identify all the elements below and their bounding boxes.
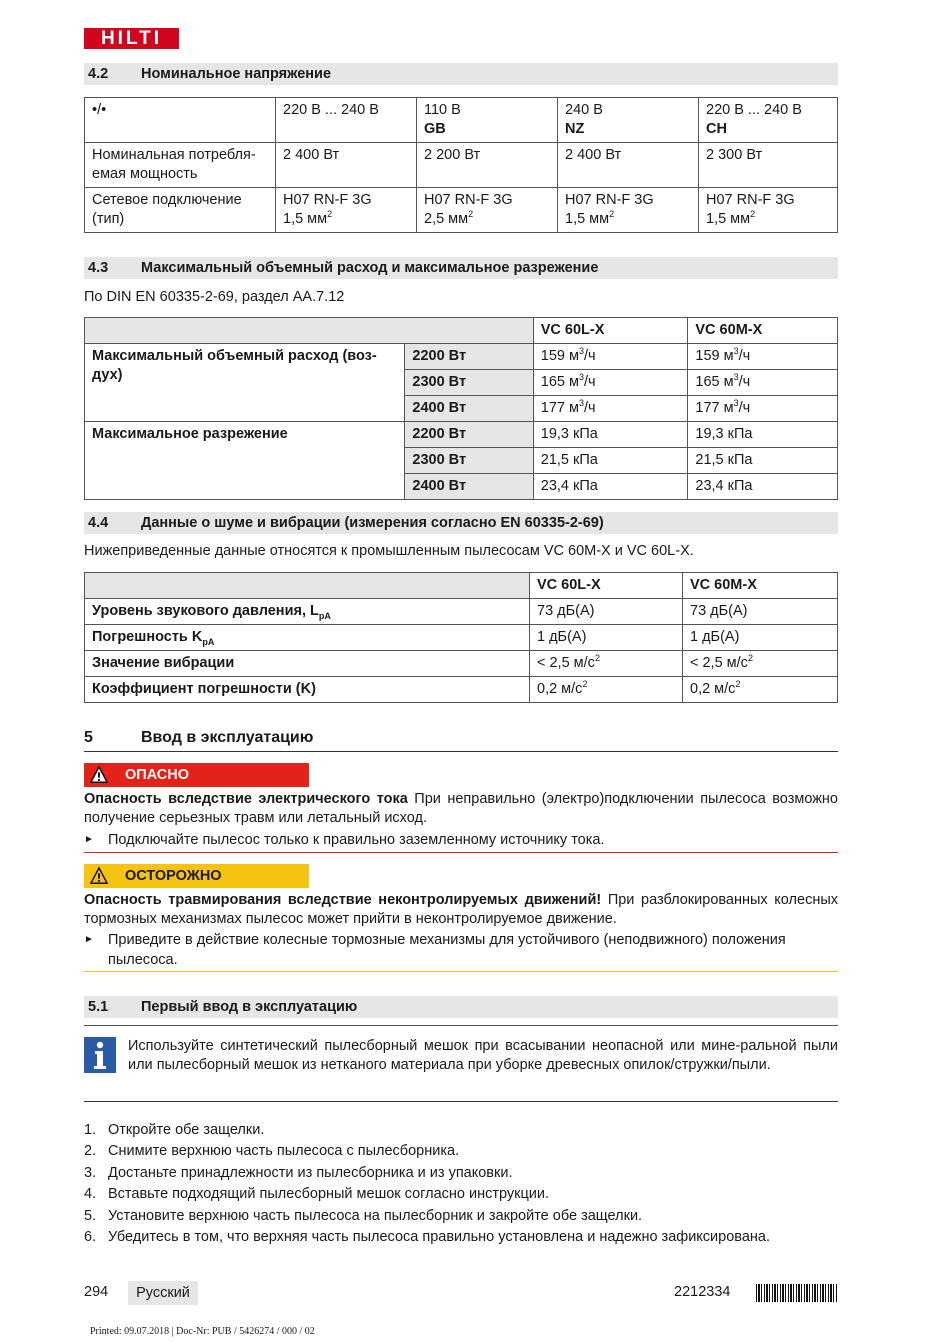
blank-header	[85, 318, 534, 344]
table-row	[85, 143, 838, 188]
cell	[533, 344, 688, 370]
cell	[683, 651, 838, 677]
unit: /ч	[738, 374, 751, 390]
country: CH	[706, 121, 727, 137]
cell: 23,4 кПа	[688, 474, 838, 500]
country: GB	[424, 121, 446, 137]
step-text: Установите верхнюю часть пылесоса на пылесборник и закройте обе защелки.	[108, 1208, 643, 1224]
step-text: Вставьте подходящий пылесборный мешок согласно инструкции.	[108, 1186, 550, 1202]
section-title: Максимальный объемный расход и максимальное разрежение	[141, 260, 599, 276]
cell: 73 дБ(A)	[683, 599, 838, 625]
info-rule-top	[84, 1025, 838, 1026]
caution-badge	[84, 864, 309, 888]
caution-desc: При разблокированных колесных тормозных механизмах пылесос может прийти в неконтролируемое движение.	[84, 892, 838, 927]
unit: /ч	[738, 400, 751, 416]
cell	[530, 651, 683, 677]
step-text: Достаньте принадлежности из пылесборника и из упаковки.	[108, 1165, 513, 1181]
header-cell	[417, 98, 558, 143]
blank-header	[85, 573, 530, 599]
section-area	[706, 210, 830, 229]
voltage: 240 В	[565, 102, 603, 118]
value: < 2,5 м/с	[537, 655, 595, 671]
print-info: Printed: 09.07.2018 | Doc-Nr: PUB / 5426274 / 000 / 02	[90, 1326, 315, 1337]
section-header-4-2	[84, 63, 838, 85]
header-cell: 220 В ... 240 В	[276, 98, 417, 143]
row-label	[85, 599, 530, 625]
step-number: 3.	[84, 1165, 97, 1181]
cell: 1 дБ(A)	[683, 625, 838, 651]
cell: 2 400 Вт	[276, 143, 417, 188]
hilti-logo: HILTI	[84, 28, 179, 49]
row-label: Коэффициент погрешности (K)	[85, 677, 530, 703]
warning-triangle-icon	[90, 766, 108, 784]
caution-rule	[84, 971, 838, 972]
value: 0,2 м/с	[537, 681, 583, 697]
row-label: Максимальное разрежение	[85, 422, 405, 500]
document-code: 2212334	[674, 1284, 731, 1300]
caution-label: ОСТОРОЖНО	[125, 868, 222, 884]
label: Уровень звукового давления, L	[92, 603, 319, 619]
value: 159 м	[695, 348, 734, 364]
sup: 3	[578, 346, 584, 357]
sup: 2	[327, 209, 333, 220]
cell: 21,5 кПа	[688, 448, 838, 474]
label: Погрешность K	[92, 629, 203, 645]
cable: H07 RN-F 3G	[565, 192, 654, 208]
bullet-text: Приведите в действие колесные тормозные механизмы для устойчивого (неподвижного) положения пылесоса.	[108, 932, 786, 968]
danger-text	[84, 790, 838, 828]
caution-text	[84, 891, 838, 929]
table-row	[85, 188, 838, 233]
table-row	[85, 422, 838, 448]
col-header: VC 60L-X	[533, 318, 688, 344]
bullet-arrow-icon: ►	[84, 934, 94, 945]
intro-text: Нижеприведенные данные относятся к промышленным пылесосам VC 60M-X и VC 60L-X.	[84, 543, 694, 559]
cell: 1 дБ(A)	[530, 625, 683, 651]
power-cell: 2300 Вт	[405, 448, 533, 474]
cell: 19,3 кПа	[688, 422, 838, 448]
danger-rule	[84, 852, 838, 853]
value: < 2,5 м/с	[690, 655, 748, 671]
cell: 2 300 Вт	[699, 143, 838, 188]
sup: 2	[582, 679, 588, 690]
value: 177 м	[695, 400, 734, 416]
sup: 2	[750, 209, 756, 220]
label-line: Номинальная потребля-	[92, 147, 256, 163]
caution-title: Опасность травмирования вследствие неконтролируемых движений!	[84, 892, 602, 908]
language-label: Русский	[128, 1281, 198, 1305]
subscript: pA	[318, 610, 331, 621]
section-number: 5.1	[88, 999, 109, 1015]
voltage: 220 В ... 240 В	[706, 102, 802, 118]
sup: 3	[733, 346, 739, 357]
sup: 3	[578, 398, 584, 409]
col-header: VC 60M-X	[688, 318, 838, 344]
label-line: Сетевое подключение	[92, 192, 242, 208]
cell	[688, 344, 838, 370]
section-header-4-3	[84, 257, 838, 279]
area: 1,5 мм	[565, 211, 610, 227]
power-cell: 2300 Вт	[405, 370, 533, 396]
power-cell: 2200 Вт	[405, 422, 533, 448]
section-number: 4.2	[88, 66, 109, 82]
info-icon	[84, 1037, 116, 1073]
cell	[417, 188, 558, 233]
table-row	[85, 651, 838, 677]
label-line: емая мощность	[92, 166, 198, 182]
step-number: 4.	[84, 1186, 97, 1202]
power-cell: 2400 Вт	[405, 396, 533, 422]
sup: 2	[735, 679, 741, 690]
sup: 2	[609, 209, 615, 220]
unit: /ч	[738, 348, 751, 364]
country: NZ	[565, 121, 585, 137]
table-row	[85, 599, 838, 625]
airflow-vacuum-table	[84, 317, 838, 500]
col-header: VC 60L-X	[530, 573, 683, 599]
danger-title: Опасность вследствие электрического тока	[84, 791, 408, 807]
info-rule-bottom	[84, 1101, 838, 1102]
section-title: Данные о шуме и вибрации (измерения согласно EN 60335-2-69)	[141, 515, 604, 531]
section-header-5-1	[84, 996, 838, 1018]
cable: H07 RN-F 3G	[283, 192, 372, 208]
cell	[688, 396, 838, 422]
sup: 3	[578, 372, 584, 383]
section-area	[283, 210, 409, 229]
step-number: 6.	[84, 1229, 97, 1245]
cell	[533, 396, 688, 422]
danger-desc: При неправильно (электро)подключении пылесоса возможно получение серьезных травм или летальный исход.	[84, 791, 838, 826]
cell: 23,4 кПа	[533, 474, 688, 500]
rated-voltage-table	[84, 97, 838, 233]
table-row	[85, 677, 838, 703]
row-label: Значение вибрации	[85, 651, 530, 677]
value: 177 м	[540, 400, 579, 416]
subscript: pA	[202, 636, 215, 647]
info-text: Используйте синтетический пылесборный мешок при всасывании неопасной или мине-ральной пыли или пылесборный мешок из нетканого материала при уборке древесных опилок/стружки/пыли.	[128, 1038, 838, 1073]
barcode-image	[756, 1284, 838, 1302]
col-header: VC 60M-X	[683, 573, 838, 599]
cell	[533, 370, 688, 396]
cell: 2 400 Вт	[558, 143, 699, 188]
area: 2,5 мм	[424, 211, 469, 227]
header-cell	[699, 98, 838, 143]
unit: /ч	[583, 348, 596, 364]
warning-triangle-icon	[90, 867, 108, 885]
cell	[699, 188, 838, 233]
header-cell	[558, 98, 699, 143]
cell	[558, 188, 699, 233]
table-row	[85, 344, 838, 370]
noise-vibration-table	[84, 572, 838, 703]
row-label	[85, 143, 276, 188]
cable: H07 RN-F 3G	[424, 192, 513, 208]
cell: 19,3 кПа	[533, 422, 688, 448]
row-label	[85, 188, 276, 233]
cell	[688, 370, 838, 396]
cell	[276, 188, 417, 233]
bullet-text: Подключайте пылесос только к правильно заземленному источнику тока.	[108, 832, 605, 848]
section-area	[424, 210, 550, 229]
table-row	[85, 625, 838, 651]
cell: 2 200 Вт	[417, 143, 558, 188]
cell	[683, 677, 838, 703]
section-title: Номинальное напряжение	[141, 66, 332, 82]
unit: /ч	[583, 374, 596, 390]
section-area	[565, 210, 691, 229]
label-line: (тип)	[92, 211, 125, 227]
step-text: Убедитесь в том, что верхняя часть пылесоса правильно установлена и надежно зафиксирована.	[108, 1229, 770, 1245]
voltage: 110 В	[424, 102, 461, 118]
cell: 21,5 кПа	[533, 448, 688, 474]
sup: 2	[594, 653, 600, 664]
cable: H07 RN-F 3G	[706, 192, 795, 208]
value: 165 м	[695, 374, 734, 390]
value: 159 м	[540, 348, 579, 364]
value: 165 м	[540, 374, 579, 390]
step-number: 5.	[84, 1208, 97, 1224]
chapter-title: Ввод в эксплуатацию	[141, 729, 314, 746]
danger-label: ОПАСНО	[125, 767, 190, 783]
cell	[530, 677, 683, 703]
power-cell: 2400 Вт	[405, 474, 533, 500]
area: 1,5 мм	[706, 211, 751, 227]
value: 0,2 м/с	[690, 681, 736, 697]
intro-text: По DIN EN 60335-2-69, раздел AA.7.12	[84, 289, 345, 305]
page-number: 294	[84, 1284, 109, 1300]
cell: 73 дБ(A)	[530, 599, 683, 625]
section-header-4-4	[84, 512, 838, 534]
header-cell: •/•	[85, 98, 276, 143]
row-label: Максимальный объемный расход (воз-дух)	[85, 344, 405, 422]
sup: 3	[733, 372, 739, 383]
danger-badge	[84, 763, 309, 787]
section-number: 4.3	[88, 260, 109, 276]
chapter-heading	[84, 727, 838, 752]
sup: 2	[468, 209, 474, 220]
power-cell: 2200 Вт	[405, 344, 533, 370]
unit: /ч	[583, 400, 596, 416]
section-number: 4.4	[88, 515, 109, 531]
section-title: Первый ввод в эксплуатацию	[141, 999, 358, 1015]
step-text: Откройте обе защелки.	[108, 1122, 265, 1138]
step-text: Снимите верхнюю часть пылесоса с пылесборника.	[108, 1143, 460, 1159]
sup: 2	[747, 653, 753, 664]
chapter-number: 5	[84, 729, 93, 746]
sup: 3	[733, 398, 739, 409]
step-number: 1.	[84, 1122, 97, 1138]
area: 1,5 мм	[283, 211, 328, 227]
bullet-arrow-icon: ►	[84, 834, 94, 845]
row-label	[85, 625, 530, 651]
step-number: 2.	[84, 1143, 97, 1159]
